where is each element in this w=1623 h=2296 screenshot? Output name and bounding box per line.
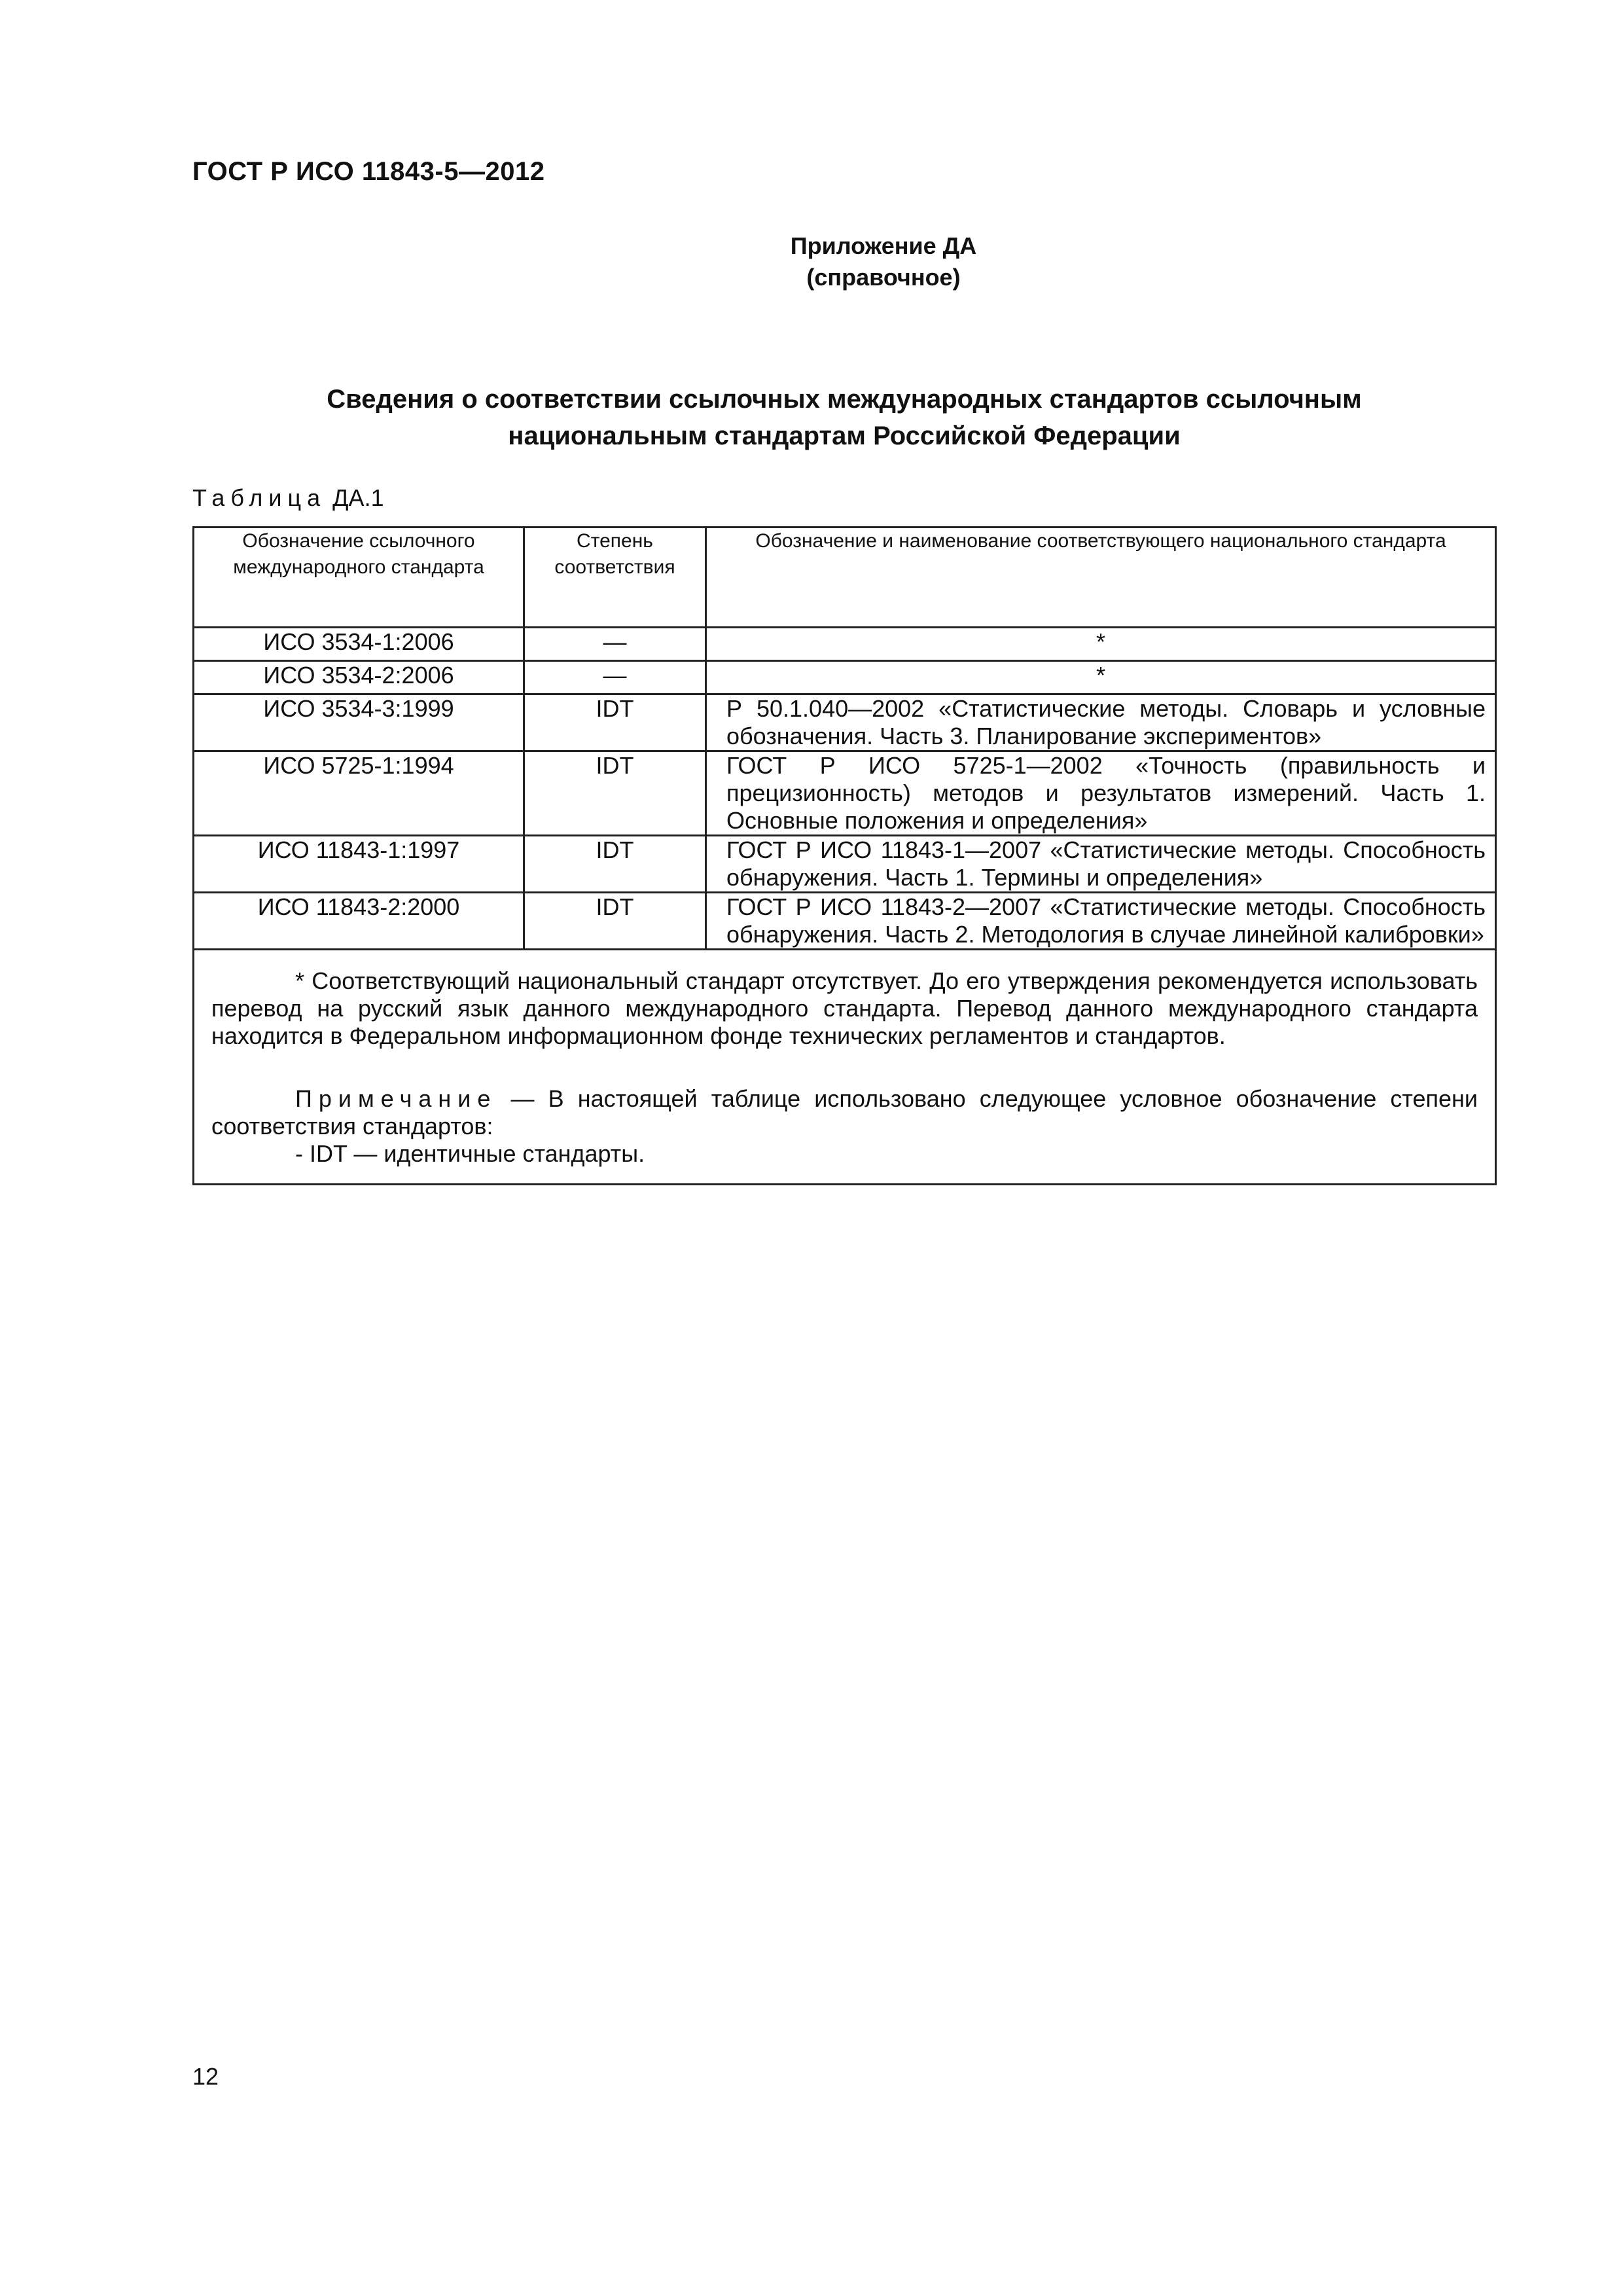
cell-code: ИСО 11843-2:2000 (194, 893, 524, 950)
table-notes-row (194, 950, 1496, 1185)
appendix-kind: (справочное) (806, 264, 961, 291)
note-paragraph (211, 1085, 1478, 1140)
cell-national: ГОСТ Р ИСО 5725-1—2002 «Точность (правильность и прецизионность) методов и результатов измерений. Часть 1. Основные положения и определения» (706, 751, 1496, 836)
cell-degree: IDT (524, 694, 706, 751)
table-caption-number: ДА.1 (332, 484, 384, 511)
section-title-line-1: Сведения о соответствии ссылочных международных стандартов ссылочным (327, 385, 1362, 414)
note-text: — В настоящей таблице использовано следующее условное обозначение степени соответствия стандартов: (211, 1085, 1478, 1139)
header-international-standard: Обозначение ссылочного международного стандарта (194, 528, 524, 628)
table-row (194, 628, 1496, 661)
footnote-text: * Соответствующий национальный стандарт отсутствует. До его утверждения рекомендуется использовать перевод на русский язык данного международного стандарта. Перевод данного международного стандарта находится в Федеральном информационном фонде технических регламентов и стандартов. (211, 967, 1478, 1049)
cell-code: ИСО 5725-1:1994 (194, 751, 524, 836)
correspondence-table (192, 526, 1497, 1185)
cell-degree: IDT (524, 751, 706, 836)
table-caption-word: Таблица (192, 484, 327, 511)
cell-national: * (706, 661, 1496, 694)
table-row (194, 661, 1496, 694)
cell-national: ГОСТ Р ИСО 11843-1—2007 «Статистические методы. Способность обнаружения. Часть 1. Термины и определения» (706, 836, 1496, 893)
table-row (194, 836, 1496, 893)
table-caption (192, 484, 384, 512)
cell-national: Р 50.1.040—2002 «Статистические методы. Словарь и условные обозначения. Часть 3. Планирование экспериментов» (706, 694, 1496, 751)
document-code: ГОСТ Р ИСО 11843-5—2012 (192, 157, 545, 186)
page-number: 12 (192, 2063, 219, 2090)
section-title-line-2: национальным стандартам Российской Федерации (508, 422, 1181, 450)
cell-code: ИСО 3534-3:1999 (194, 694, 524, 751)
appendix-heading (707, 230, 1060, 293)
table-notes (194, 950, 1496, 1185)
cell-degree: — (524, 661, 706, 694)
table-row (194, 893, 1496, 950)
cell-code: ИСО 11843-1:1997 (194, 836, 524, 893)
table-row (194, 751, 1496, 836)
cell-national: * (706, 628, 1496, 661)
cell-degree: — (524, 628, 706, 661)
appendix-title: Приложение ДА (790, 232, 977, 259)
cell-code: ИСО 3534-1:2006 (194, 628, 524, 661)
note-label: Примечание (295, 1085, 497, 1112)
header-degree: Степень соответствия (524, 528, 706, 628)
header-national-standard: Обозначение и наименование соответствующего национального стандарта (706, 528, 1496, 628)
cell-degree: IDT (524, 836, 706, 893)
cell-degree: IDT (524, 893, 706, 950)
table-header-row (194, 528, 1496, 628)
section-title (192, 381, 1496, 454)
table-row (194, 694, 1496, 751)
cell-national: ГОСТ Р ИСО 11843-2—2007 «Статистические методы. Способность обнаружения. Часть 2. Методология в случае линейной калибровки» (706, 893, 1496, 950)
cell-code: ИСО 3534-2:2006 (194, 661, 524, 694)
note-list-item: - IDT — идентичные стандарты. (295, 1140, 645, 1167)
